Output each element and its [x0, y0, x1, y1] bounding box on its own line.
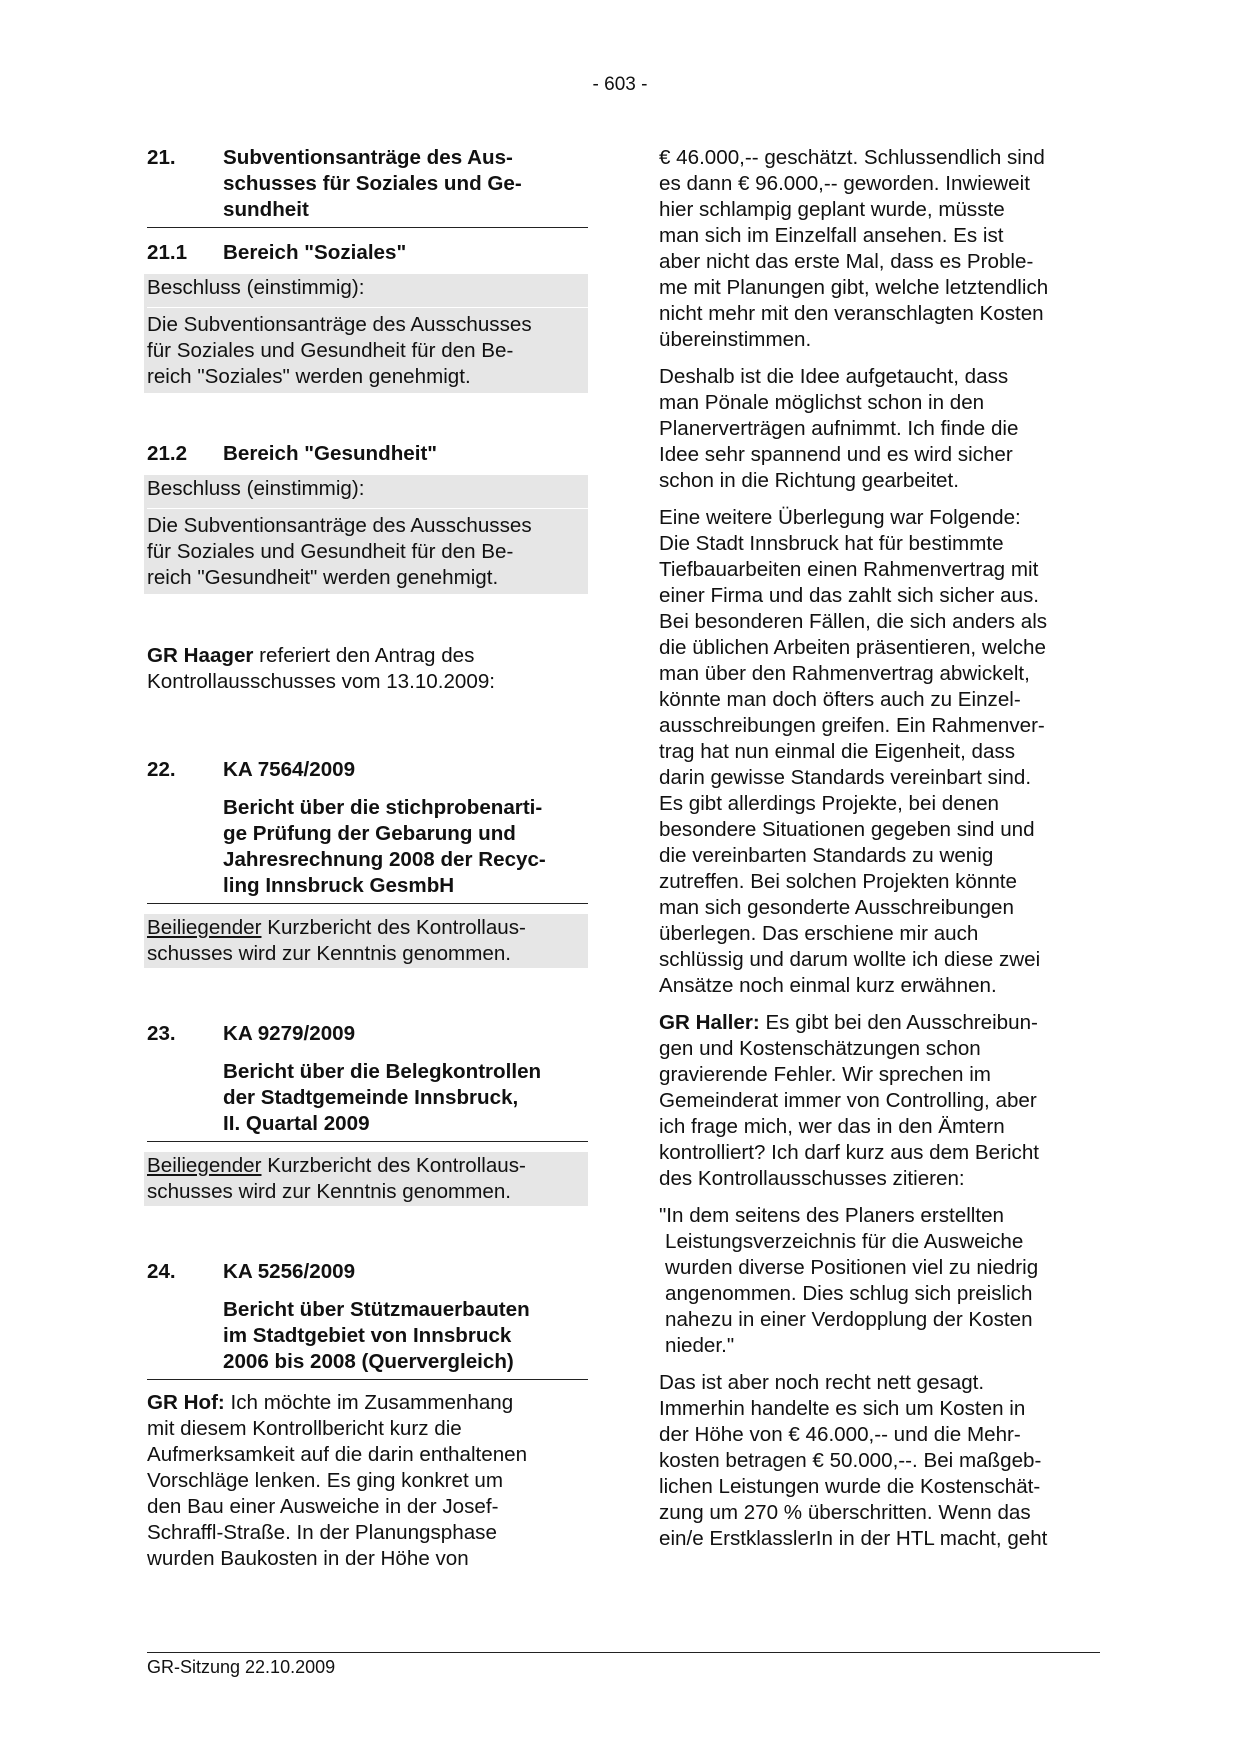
resolution-text: Die Subventionsanträge des Ausschusses für Soziales und Gesundheit für den Be- reich "Gesundheit" werden genehmigt. — [147, 508, 588, 594]
speaker-name: GR Haller: — [659, 1011, 760, 1034]
left-column — [147, 145, 588, 1572]
section-21-2-heading: 21.2 Bereich "Gesundheit" — [147, 442, 438, 465]
haager-paragraph: GR Haager referiert den Antrag des Kontrollausschusses vom 13.10.2009: — [147, 644, 496, 693]
section-21-title-line: Subventionsanträge des Aus- — [223, 146, 513, 169]
section-23-title: Bericht über die Belegkontrollen der Stadtgemeinde Innsbruck, II. Quartal 2009 — [147, 1059, 588, 1142]
page-number: - 603 - — [592, 74, 648, 95]
haller-paragraph: GR Haller: Es gibt bei den Ausschreibun- gen und Kostenschätzungen schon gravierende Fehler. Wir sprechen im Gemeinderat immer von Controlling, aber ich frage mich, wer das in den Ämtern kontrolliert? Ich darf kurz aus dem Bericht des Kontrollausschusses zitieren: — [659, 1011, 1039, 1190]
footer-session-date: GR-Sitzung 22.10.2009 — [147, 1657, 336, 1677]
section-21-1-heading: 21.1 Bereich "Soziales" — [147, 241, 407, 264]
speaker-name: GR Haager — [147, 644, 254, 667]
resolution-text: Die Subventionsanträge des Ausschusses für Soziales und Gesundheit für den Be- reich "Soziales" werden genehmigt. — [147, 307, 588, 393]
quotation: "In dem seitens des Planers erstellten Leistungsverzeichnis für die Ausweiche wurden diverse Positionen viel zu niedrig angenommen. Dies schlug sich preislich nahezu in einer Verdopplung der Kosten nieder." — [659, 1204, 1039, 1357]
paragraph-framework-contract: Eine weitere Überlegung war Folgende: Die Stadt Innsbruck hat für bestimmte Tiefbauarbeiten einen Rahmenvertrag mit einer Firma und das zahlt sich sicher aus. Bei besonderen Fällen, die sich anders als die üblichen Arbeiten präsentieren, welche man über den Rahmenvertrag abwickelt, könnte man doch öfters auch zu Einzel- ausschreibungen greifen. Ein Rahmenver- trag hat nun einmal die Eigenheit, dass darin gewisse Standards vereinbart sind. Es gibt allerdings Projekte, bei denen besondere Situationen gegeben sind und die vereinbarten Standards zu wenig zutreffen. Bei solchen Projekten könnte man sich gesonderte Ausschreibungen überlegen. Das erschiene mir auch schlüssig und darum wollte ich diese zwei Ansätze noch einmal kurz erwähnen. — [659, 506, 1048, 997]
speaker-name: GR Hof: — [147, 1391, 225, 1414]
section-22-heading: 22. KA 7564/2009 — [147, 757, 588, 783]
section-21-heading: 21. Subventionsanträge des Aus- schusses für Soziales und Ge- sundheit — [147, 145, 588, 228]
paragraph-cost-overrun: Das ist aber noch recht nett gesagt. Immerhin handelte es sich um Kosten in der Höhe von € 46.000,-- und die Mehr- kosten betragen € 50.000,--. Bei maßgeb- lichen Leistungen wurde die Kostenschät- zung um 270 % überschritten. Wenn das ein/e ErstklasslerIn in der HTL macht, geht — [659, 1371, 1048, 1550]
paragraph-cost-estimate: € 46.000,-- geschätzt. Schlussendlich sind es dann € 96.000,-- geworden. Inwieweit hier schlampig geplant wurde, müsste man sich im Einzelfall ansehen. Es ist aber nicht das erste Mal, dass es Proble- me mit Planungen gibt, welche letztendlich nicht mehr mit den veranschlagten Kosten übereinstimmen. — [659, 146, 1049, 351]
section-22-title: Bericht über die stichprobenarti- ge Prüfung der Gebarung und Jahresrechnung 2008 der Recyc- ling Innsbruck GesmbH — [147, 795, 588, 904]
beiliegender-link: Beiliegender — [147, 916, 262, 939]
section-23-ka: KA 9279/2009 — [223, 1022, 356, 1045]
resolution-box-21-1 — [144, 274, 588, 393]
section-21-title-line: schusses für Soziales und Ge- — [223, 172, 522, 195]
section-24-ka: KA 5256/2009 — [223, 1260, 356, 1283]
section-22-ka: KA 7564/2009 — [223, 758, 356, 781]
right-column — [659, 145, 1100, 1552]
resolution-box-21-2 — [144, 475, 588, 594]
section-21-title-line: sundheit — [223, 198, 309, 221]
section-24-heading: 24. KA 5256/2009 — [147, 1259, 588, 1285]
resolution-label: Beschluss (einstimmig): — [147, 276, 365, 299]
hof-paragraph: GR Hof: Ich möchte im Zusammenhang mit diesem Kontrollbericht kurz die Aufmerksamkeit auf die darin enthaltenen Vorschläge lenken. Es ging konkret um den Bau einer Ausweiche in der Josef- Schraffl-Straße. In der Planungsphase wurden Baukosten in der Höhe von — [147, 1391, 528, 1570]
paragraph-penalty-idea: Deshalb ist die Idee aufgetaucht, dass man Pönale möglichst schon in den Planerverträgen aufnimmt. Ich finde die Idee sehr spannend und es wird sicher schon in die Richtung gearbeitet. — [659, 365, 1019, 492]
report-note-22: Beiliegender Kurzbericht des Kontrollaus- schusses wird zur Kenntnis genommen. — [144, 914, 588, 968]
beiliegender-link: Beiliegender — [147, 1154, 262, 1177]
footer-divider — [147, 1652, 1100, 1653]
section-23-heading: 23. KA 9279/2009 — [147, 1021, 588, 1047]
resolution-label: Beschluss (einstimmig): — [147, 477, 365, 500]
section-24-title: Bericht über Stützmauerbauten im Stadtgebiet von Innsbruck 2006 bis 2008 (Quervergleich) — [147, 1297, 588, 1380]
report-note-23: Beiliegender Kurzbericht des Kontrollaus- schusses wird zur Kenntnis genommen. — [144, 1152, 588, 1206]
